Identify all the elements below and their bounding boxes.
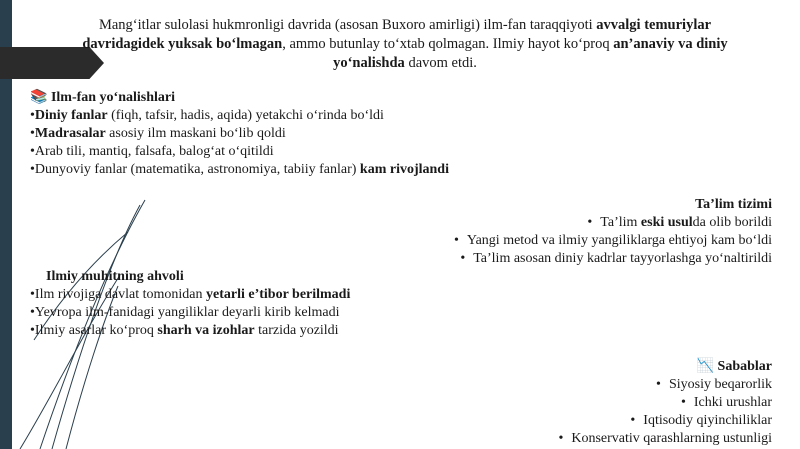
science-directions-section <box>30 89 449 179</box>
bullet: • <box>30 287 35 302</box>
intro-bold-2: an’anaviy va diniy yo‘nalishda <box>333 36 728 71</box>
bullet: • <box>30 126 35 141</box>
bullet: • <box>30 305 35 320</box>
bullet: • <box>558 431 564 446</box>
bullet: • <box>460 251 466 266</box>
intro-text-2: , ammo butunlay to‘xtab qolmagan. Ilmiy hayot ko‘proq <box>282 36 614 52</box>
books-icon: 📚 <box>30 90 48 105</box>
bullet: • <box>587 215 593 230</box>
reasons-heading <box>558 358 772 376</box>
bullet: • <box>630 413 636 428</box>
list-item: • Siyosiy beqarorlik <box>656 377 772 392</box>
intro-text-1: Mang‘itlar sulolasi hukmronligi davrida (asosan Buxoro amirligi) ilm-fan taraqqiyoti <box>98 17 597 33</box>
list-item: • Ta’lim eski usulda olib borildi <box>587 215 772 230</box>
bullet: • <box>453 233 459 248</box>
science-directions-title: Ilm-fan yo‘nalishlari <box>50 90 176 105</box>
list-item: •Diniy fanlar (fiqh, tafsir, hadis, aqida) yetakchi o‘rinda bo‘ldi <box>30 108 384 123</box>
intro-text-3: davom etdi. <box>404 55 477 71</box>
list-item: • Konservativ qarashlarning ustunligi <box>558 431 772 446</box>
science-directions-heading <box>30 89 449 107</box>
scientific-environment-section <box>30 268 350 340</box>
chart-decreasing-icon: 📉 <box>696 359 715 374</box>
intro-bold-1: avvalgi temuriylar davridagidek yuksak bo‘lmagan <box>82 17 712 52</box>
list-item: • Ta’lim asosan diniy kadrlar tayyorlashga yo‘naltirildi <box>460 251 772 266</box>
list-item: •Arab tili, mantiq, falsafa, balog‘at o‘qitildi <box>30 144 274 159</box>
reasons-section <box>558 358 772 448</box>
list-item: • Yangi metod va ilmiy yangiliklarga ehtiyoj kam bo‘ldi <box>453 233 772 248</box>
list-item: •Ilmiy asarlar ko‘proq sharh va izohlar tarzida yozildi <box>30 323 339 338</box>
bullet: • <box>680 395 686 410</box>
bullet: • <box>30 144 35 159</box>
list-item: • Iqtisodiy qiyinchiliklar <box>630 413 772 428</box>
list-item: •Yevropa ilm-fanidagi yangiliklar deyarli kirib kelmadi <box>30 305 340 320</box>
list-item: • Ichki urushlar <box>680 395 772 410</box>
bullet: • <box>30 108 35 123</box>
intro-paragraph <box>60 16 750 73</box>
education-section <box>454 196 772 268</box>
scientific-environment-title: Ilmiy muhitning ahvoli <box>46 269 184 284</box>
bullet: • <box>656 377 661 392</box>
list-item: •Madrasalar asosiy ilm maskani bo‘lib qoldi <box>30 126 286 141</box>
bullet: • <box>30 323 35 338</box>
education-title: Ta’lim tizimi <box>695 197 772 212</box>
list-item: •Dunyoviy fanlar (matematika, astronomiya, tabiiy fanlar) kam rivojlandi <box>30 162 449 177</box>
list-item: •Ilm rivojiga davlat tomonidan yetarli e’tibor berilmadi <box>30 287 351 302</box>
reasons-title: Sabablar <box>717 359 772 374</box>
bullet: • <box>30 162 35 177</box>
